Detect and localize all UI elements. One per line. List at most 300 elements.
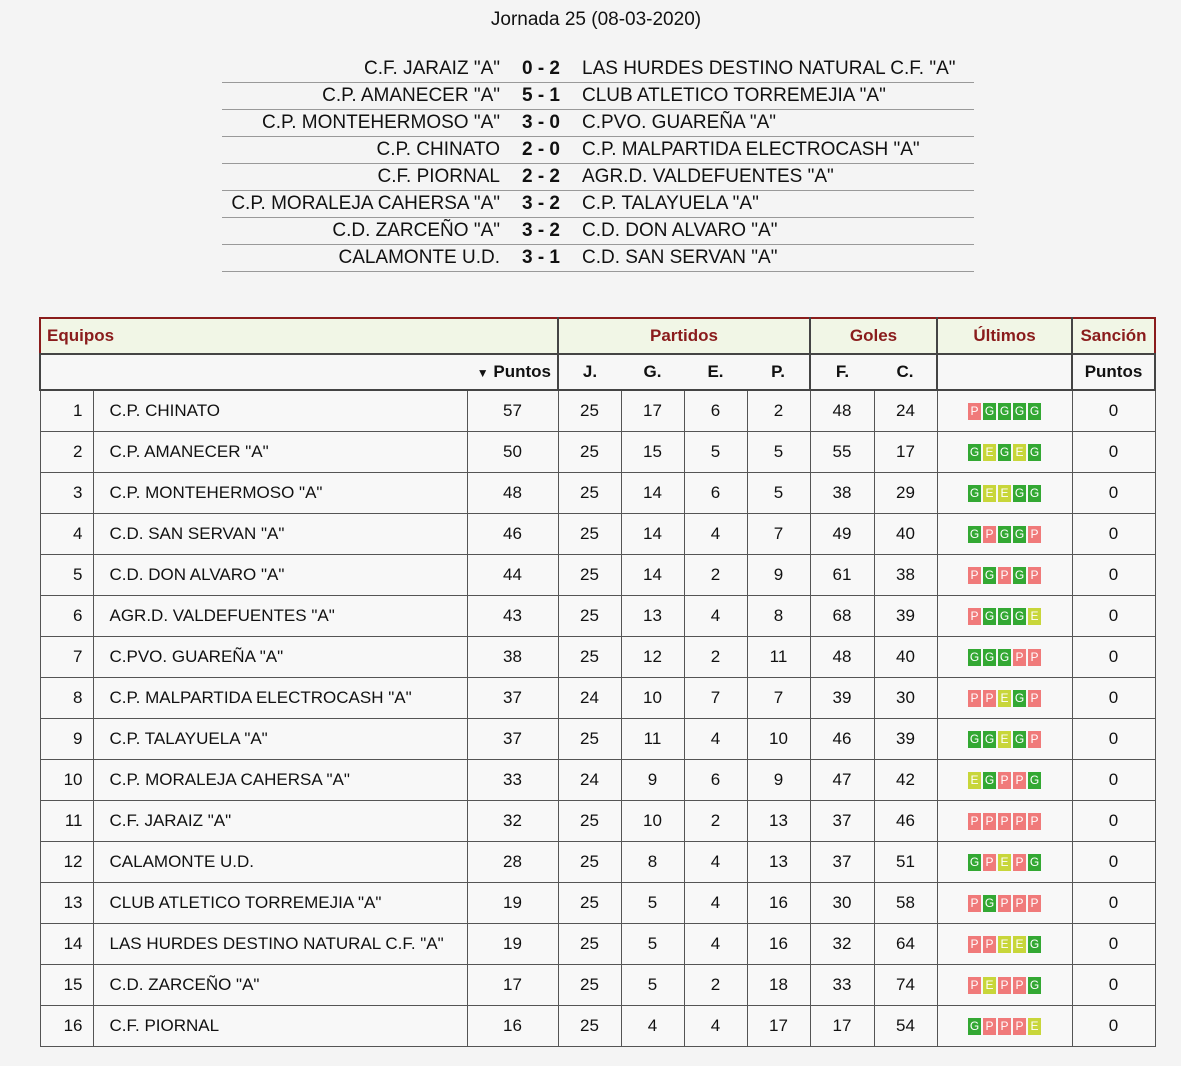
goals-against-cell: 38	[874, 555, 937, 596]
table-row[interactable]	[40, 596, 1155, 637]
lost-cell: 7	[747, 514, 810, 555]
table-row[interactable]	[40, 473, 1155, 514]
form-badge: G	[1029, 486, 1040, 501]
match-home-team: C.F. PIORNAL	[377, 166, 500, 187]
form-badge: P	[983, 526, 996, 543]
sanction-points-cell: 0	[1072, 801, 1155, 842]
form-badge: G	[1014, 568, 1025, 583]
lost-cell: 5	[747, 473, 810, 514]
won-cell: 15	[621, 432, 684, 473]
form-cell	[937, 473, 1072, 514]
form-badge: G	[984, 773, 995, 788]
position-cell: 1	[40, 390, 93, 432]
form-badge: P	[1013, 854, 1026, 871]
form-badge: E	[1028, 1018, 1041, 1035]
form-badge: G	[1029, 445, 1040, 460]
team-name-cell[interactable]: C.P. MALPARTIDA ELECTROCASH "A"	[93, 678, 467, 719]
form-cell	[937, 637, 1072, 678]
won-cell: 5	[621, 965, 684, 1006]
match-away-team: AGR.D. VALDEFUENTES "A"	[582, 166, 834, 187]
sort-desc-icon: ▼	[476, 366, 489, 380]
match-row	[222, 110, 974, 137]
goals-against-cell: 29	[874, 473, 937, 514]
form-badge: P	[983, 813, 996, 830]
form-badge: G	[969, 486, 980, 501]
form-badges	[968, 690, 1041, 707]
goals-for-cell: 47	[810, 760, 874, 801]
drawn-cell: 6	[684, 390, 747, 432]
position-cell: 15	[40, 965, 93, 1006]
played-cell: 25	[558, 883, 621, 924]
played-cell: 25	[558, 555, 621, 596]
points-cell: 44	[467, 555, 558, 596]
column-header-sancion-puntos[interactable]: Puntos	[1072, 354, 1155, 390]
form-badge: G	[1014, 486, 1025, 501]
table-row[interactable]	[40, 883, 1155, 924]
position-cell: 8	[40, 678, 93, 719]
team-name-cell[interactable]: C.F. JARAIZ "A"	[93, 801, 467, 842]
form-cell	[937, 1006, 1072, 1047]
team-name-cell[interactable]: C.P. MONTEHERMOSO "A"	[93, 473, 467, 514]
form-badge: G	[984, 404, 995, 419]
points-cell: 50	[467, 432, 558, 473]
position-cell: 14	[40, 924, 93, 965]
group-equipos: Equipos	[40, 318, 558, 354]
won-cell: 5	[621, 924, 684, 965]
table-row[interactable]	[40, 514, 1155, 555]
sanction-points-cell: 0	[1072, 842, 1155, 883]
form-badge: G	[1029, 978, 1040, 993]
match-home-team: C.P. MONTEHERMOSO "A"	[261, 112, 500, 133]
goals-for-cell: 38	[810, 473, 874, 514]
column-header-puntos[interactable]: ▼ Puntos	[467, 354, 558, 390]
won-cell: 9	[621, 760, 684, 801]
won-cell: 12	[621, 637, 684, 678]
played-cell: 24	[558, 760, 621, 801]
played-cell: 25	[558, 924, 621, 965]
form-badge: P	[968, 608, 981, 625]
form-badge: E	[1013, 936, 1026, 953]
match-home-team: C.P. AMANECER "A"	[322, 85, 500, 106]
form-badge: G	[999, 527, 1010, 542]
form-badge: G	[984, 650, 995, 665]
lost-cell: 8	[747, 596, 810, 637]
match-home-team: C.F. JARAIZ "A"	[364, 58, 500, 79]
form-badge: G	[969, 855, 980, 870]
won-cell: 14	[621, 514, 684, 555]
form-badges	[968, 485, 1041, 502]
form-badge: P	[968, 403, 981, 420]
form-badge: G	[969, 650, 980, 665]
position-cell: 16	[40, 1006, 93, 1047]
group-goles: Goles	[810, 318, 937, 354]
points-cell: 17	[467, 965, 558, 1006]
position-cell: 3	[40, 473, 93, 514]
match-row	[222, 137, 974, 164]
drawn-cell: 4	[684, 883, 747, 924]
drawn-cell: 4	[684, 514, 747, 555]
form-badge: G	[1029, 937, 1040, 952]
form-cell	[937, 678, 1072, 719]
form-badge: P	[1028, 690, 1041, 707]
form-badge: G	[1014, 691, 1025, 706]
standings-table	[39, 317, 1156, 1047]
team-name-cell[interactable]: LAS HURDES DESTINO NATURAL C.F. "A"	[93, 924, 467, 965]
form-badge: P	[1028, 813, 1041, 830]
form-badge: E	[968, 772, 981, 789]
points-cell: 38	[467, 637, 558, 678]
form-badges	[968, 608, 1041, 625]
drawn-cell: 2	[684, 637, 747, 678]
points-cell: 33	[467, 760, 558, 801]
form-cell	[937, 432, 1072, 473]
won-cell: 17	[621, 390, 684, 432]
table-row[interactable]	[40, 390, 1155, 432]
table-row[interactable]	[40, 637, 1155, 678]
goals-for-cell: 61	[810, 555, 874, 596]
form-badge: G	[969, 1019, 980, 1034]
group-partidos: Partidos	[558, 318, 810, 354]
team-name-cell[interactable]: C.F. PIORNAL	[93, 1006, 467, 1047]
match-score: 2 - 2	[521, 166, 561, 187]
drawn-cell: 4	[684, 596, 747, 637]
form-badges	[968, 854, 1041, 871]
lost-cell: 2	[747, 390, 810, 432]
lost-cell: 16	[747, 883, 810, 924]
goals-against-cell: 51	[874, 842, 937, 883]
goals-against-cell: 24	[874, 390, 937, 432]
sanction-points-cell: 0	[1072, 965, 1155, 1006]
points-cell: 46	[467, 514, 558, 555]
form-badge: G	[1014, 404, 1025, 419]
position-cell: 10	[40, 760, 93, 801]
form-badge: G	[1014, 609, 1025, 624]
form-cell	[937, 719, 1072, 760]
form-badges	[968, 444, 1041, 461]
form-badge: P	[998, 895, 1011, 912]
goals-for-cell: 30	[810, 883, 874, 924]
points-cell: 28	[467, 842, 558, 883]
lost-cell: 9	[747, 760, 810, 801]
form-badge: P	[998, 1018, 1011, 1035]
match-away-team: C.D. DON ALVARO "A"	[582, 220, 778, 241]
won-cell: 13	[621, 596, 684, 637]
sanction-points-cell: 0	[1072, 1006, 1155, 1047]
goals-against-cell: 40	[874, 637, 937, 678]
points-cell: 32	[467, 801, 558, 842]
goals-against-cell: 64	[874, 924, 937, 965]
points-cell: 43	[467, 596, 558, 637]
form-badge: P	[998, 977, 1011, 994]
played-cell: 25	[558, 965, 621, 1006]
table-row[interactable]	[40, 842, 1155, 883]
won-cell: 14	[621, 555, 684, 596]
lost-cell: 13	[747, 842, 810, 883]
form-badge: E	[1013, 444, 1026, 461]
points-cell: 57	[467, 390, 558, 432]
column-header-p[interactable]: P.	[747, 354, 810, 390]
lost-cell: 10	[747, 719, 810, 760]
form-badge: G	[969, 732, 980, 747]
form-badge: E	[983, 444, 996, 461]
lost-cell: 7	[747, 678, 810, 719]
form-badge: P	[968, 813, 981, 830]
form-badge: P	[983, 690, 996, 707]
column-header-g[interactable]: G.	[621, 354, 684, 390]
goals-for-cell: 49	[810, 514, 874, 555]
form-badge: P	[1013, 977, 1026, 994]
goals-for-cell: 46	[810, 719, 874, 760]
form-badge: G	[984, 568, 995, 583]
sanction-points-cell: 0	[1072, 637, 1155, 678]
played-cell: 25	[558, 842, 621, 883]
goals-for-cell: 33	[810, 965, 874, 1006]
form-badges	[968, 936, 1041, 953]
played-cell: 25	[558, 637, 621, 678]
form-badge: P	[998, 567, 1011, 584]
sanction-points-cell: 0	[1072, 760, 1155, 801]
form-badge: G	[984, 609, 995, 624]
table-row[interactable]	[40, 801, 1155, 842]
won-cell: 11	[621, 719, 684, 760]
match-score: 3 - 2	[521, 220, 561, 241]
form-badges	[968, 567, 1041, 584]
match-row	[222, 218, 974, 245]
played-cell: 25	[558, 514, 621, 555]
goals-against-cell: 39	[874, 596, 937, 637]
form-badges	[968, 813, 1041, 830]
sanction-points-cell: 0	[1072, 924, 1155, 965]
goals-for-cell: 48	[810, 390, 874, 432]
form-badge: G	[999, 650, 1010, 665]
team-name-cell[interactable]: C.P. TALAYUELA "A"	[93, 719, 467, 760]
form-badge: G	[984, 732, 995, 747]
form-badge: P	[1013, 813, 1026, 830]
points-cell: 19	[467, 883, 558, 924]
match-away-team: C.P. MALPARTIDA ELECTROCASH "A"	[582, 139, 920, 160]
team-name-cell[interactable]: C.D. DON ALVARO "A"	[93, 555, 467, 596]
sanction-points-cell: 0	[1072, 473, 1155, 514]
lost-cell: 5	[747, 432, 810, 473]
played-cell: 25	[558, 801, 621, 842]
lost-cell: 16	[747, 924, 810, 965]
column-header-ultimos	[937, 354, 1072, 390]
points-cell: 48	[467, 473, 558, 514]
team-name-cell[interactable]: C.P. AMANECER "A"	[93, 432, 467, 473]
form-badge: P	[1028, 895, 1041, 912]
drawn-cell: 4	[684, 1006, 747, 1047]
form-badge: P	[1013, 649, 1026, 666]
results-list	[222, 56, 974, 272]
goals-against-cell: 46	[874, 801, 937, 842]
drawn-cell: 5	[684, 432, 747, 473]
goals-for-cell: 37	[810, 842, 874, 883]
team-name-cell[interactable]: C.PVO. GUAREÑA "A"	[93, 637, 467, 678]
table-row[interactable]	[40, 719, 1155, 760]
match-home-team: CALAMONTE U.D.	[338, 247, 500, 268]
form-badges	[968, 1018, 1041, 1035]
form-badges	[968, 526, 1041, 543]
form-badge: P	[968, 936, 981, 953]
drawn-cell: 2	[684, 555, 747, 596]
position-cell: 13	[40, 883, 93, 924]
match-away-team: C.D. SAN SERVAN "A"	[582, 247, 778, 268]
drawn-cell: 2	[684, 965, 747, 1006]
goals-for-cell: 17	[810, 1006, 874, 1047]
sanction-points-cell: 0	[1072, 883, 1155, 924]
form-cell	[937, 801, 1072, 842]
position-cell: 6	[40, 596, 93, 637]
team-name-cell[interactable]: C.P. MORALEJA CAHERSA "A"	[93, 760, 467, 801]
form-badge: E	[983, 485, 996, 502]
form-badge: G	[1014, 732, 1025, 747]
team-name-cell[interactable]: AGR.D. VALDEFUENTES "A"	[93, 596, 467, 637]
form-cell	[937, 842, 1072, 883]
page-title: Jornada 25 (08-03-2020)	[490, 9, 702, 30]
goals-against-cell: 30	[874, 678, 937, 719]
match-home-team: C.P. CHINATO	[376, 139, 500, 160]
goals-for-cell: 55	[810, 432, 874, 473]
form-badges	[968, 403, 1041, 420]
form-badge: E	[1028, 608, 1041, 625]
points-cell: 19	[467, 924, 558, 965]
form-badge: P	[968, 690, 981, 707]
sanction-points-cell: 0	[1072, 432, 1155, 473]
match-row	[222, 245, 974, 272]
form-badge: P	[1013, 1018, 1026, 1035]
form-badge: G	[999, 609, 1010, 624]
form-badge: E	[983, 977, 996, 994]
position-cell: 9	[40, 719, 93, 760]
table-row[interactable]	[40, 965, 1155, 1006]
played-cell: 25	[558, 473, 621, 514]
goals-against-cell: 39	[874, 719, 937, 760]
team-name-cell[interactable]: CALAMONTE U.D.	[93, 842, 467, 883]
form-badge: G	[984, 896, 995, 911]
match-score: 3 - 0	[521, 112, 561, 133]
form-badge: P	[1028, 567, 1041, 584]
match-home-team: C.P. MORALEJA CAHERSA "A"	[231, 193, 500, 214]
won-cell: 10	[621, 678, 684, 719]
form-badge: P	[1028, 731, 1041, 748]
position-cell: 7	[40, 637, 93, 678]
form-badge: G	[1029, 855, 1040, 870]
form-cell	[937, 760, 1072, 801]
sanction-points-cell: 0	[1072, 596, 1155, 637]
team-name-cell[interactable]: CLUB ATLETICO TORREMEJIA "A"	[93, 883, 467, 924]
form-cell	[937, 555, 1072, 596]
form-cell	[937, 514, 1072, 555]
table-row[interactable]	[40, 924, 1155, 965]
played-cell: 25	[558, 596, 621, 637]
column-header-e[interactable]: E.	[684, 354, 747, 390]
won-cell: 4	[621, 1006, 684, 1047]
sanction-points-cell: 0	[1072, 555, 1155, 596]
form-badge: G	[1029, 773, 1040, 788]
form-badge: P	[1013, 772, 1026, 789]
table-row[interactable]	[40, 678, 1155, 719]
drawn-cell: 4	[684, 842, 747, 883]
form-badge: G	[999, 404, 1010, 419]
form-badges	[968, 649, 1041, 666]
drawn-cell: 4	[684, 924, 747, 965]
table-row[interactable]	[40, 555, 1155, 596]
match-away-team: CLUB ATLETICO TORREMEJIA "A"	[582, 85, 886, 106]
form-badge: P	[968, 895, 981, 912]
goals-against-cell: 58	[874, 883, 937, 924]
drawn-cell: 4	[684, 719, 747, 760]
lost-cell: 11	[747, 637, 810, 678]
goals-for-cell: 68	[810, 596, 874, 637]
match-score: 2 - 0	[521, 139, 561, 160]
form-badge: G	[969, 527, 980, 542]
form-badge: P	[998, 772, 1011, 789]
match-score: 0 - 2	[521, 58, 561, 79]
form-cell	[937, 883, 1072, 924]
match-away-team: C.P. TALAYUELA "A"	[582, 193, 759, 214]
form-cell	[937, 390, 1072, 432]
match-row	[222, 56, 974, 83]
position-cell: 11	[40, 801, 93, 842]
match-away-team: C.PVO. GUAREÑA "A"	[582, 112, 777, 133]
column-header-j[interactable]: J.	[558, 354, 621, 390]
position-cell: 5	[40, 555, 93, 596]
points-cell: 37	[467, 678, 558, 719]
goals-for-cell: 32	[810, 924, 874, 965]
form-cell	[937, 924, 1072, 965]
drawn-cell: 2	[684, 801, 747, 842]
table-row[interactable]	[40, 760, 1155, 801]
form-badge: P	[968, 567, 981, 584]
position-cell: 12	[40, 842, 93, 883]
form-badge: P	[983, 936, 996, 953]
form-badge: E	[998, 690, 1011, 707]
form-cell	[937, 965, 1072, 1006]
lost-cell: 17	[747, 1006, 810, 1047]
form-badge: G	[1029, 404, 1040, 419]
won-cell: 5	[621, 883, 684, 924]
match-row	[222, 83, 974, 110]
form-badge: P	[983, 1018, 996, 1035]
form-badges	[968, 731, 1041, 748]
team-name-cell[interactable]: C.P. CHINATO	[93, 390, 467, 432]
form-badge: P	[1028, 526, 1041, 543]
drawn-cell: 7	[684, 678, 747, 719]
won-cell: 8	[621, 842, 684, 883]
table-row[interactable]	[40, 432, 1155, 473]
table-row[interactable]	[40, 1006, 1155, 1047]
form-badge: E	[998, 936, 1011, 953]
form-cell	[937, 596, 1072, 637]
group-ultimos: Últimos	[937, 318, 1072, 354]
sanction-points-cell: 0	[1072, 514, 1155, 555]
match-score: 3 - 1	[521, 247, 561, 268]
form-badges	[968, 977, 1041, 994]
column-header-f[interactable]: F.	[810, 354, 874, 390]
team-name-cell[interactable]: C.D. SAN SERVAN "A"	[93, 514, 467, 555]
match-score: 5 - 1	[521, 85, 561, 106]
drawn-cell: 6	[684, 760, 747, 801]
goals-against-cell: 74	[874, 965, 937, 1006]
team-name-cell[interactable]: C.D. ZARCEÑO "A"	[93, 965, 467, 1006]
won-cell: 10	[621, 801, 684, 842]
won-cell: 14	[621, 473, 684, 514]
column-header-c[interactable]: C.	[874, 354, 937, 390]
drawn-cell: 6	[684, 473, 747, 514]
points-cell: 16	[467, 1006, 558, 1047]
form-badge: G	[1014, 527, 1025, 542]
form-badge: P	[968, 977, 981, 994]
